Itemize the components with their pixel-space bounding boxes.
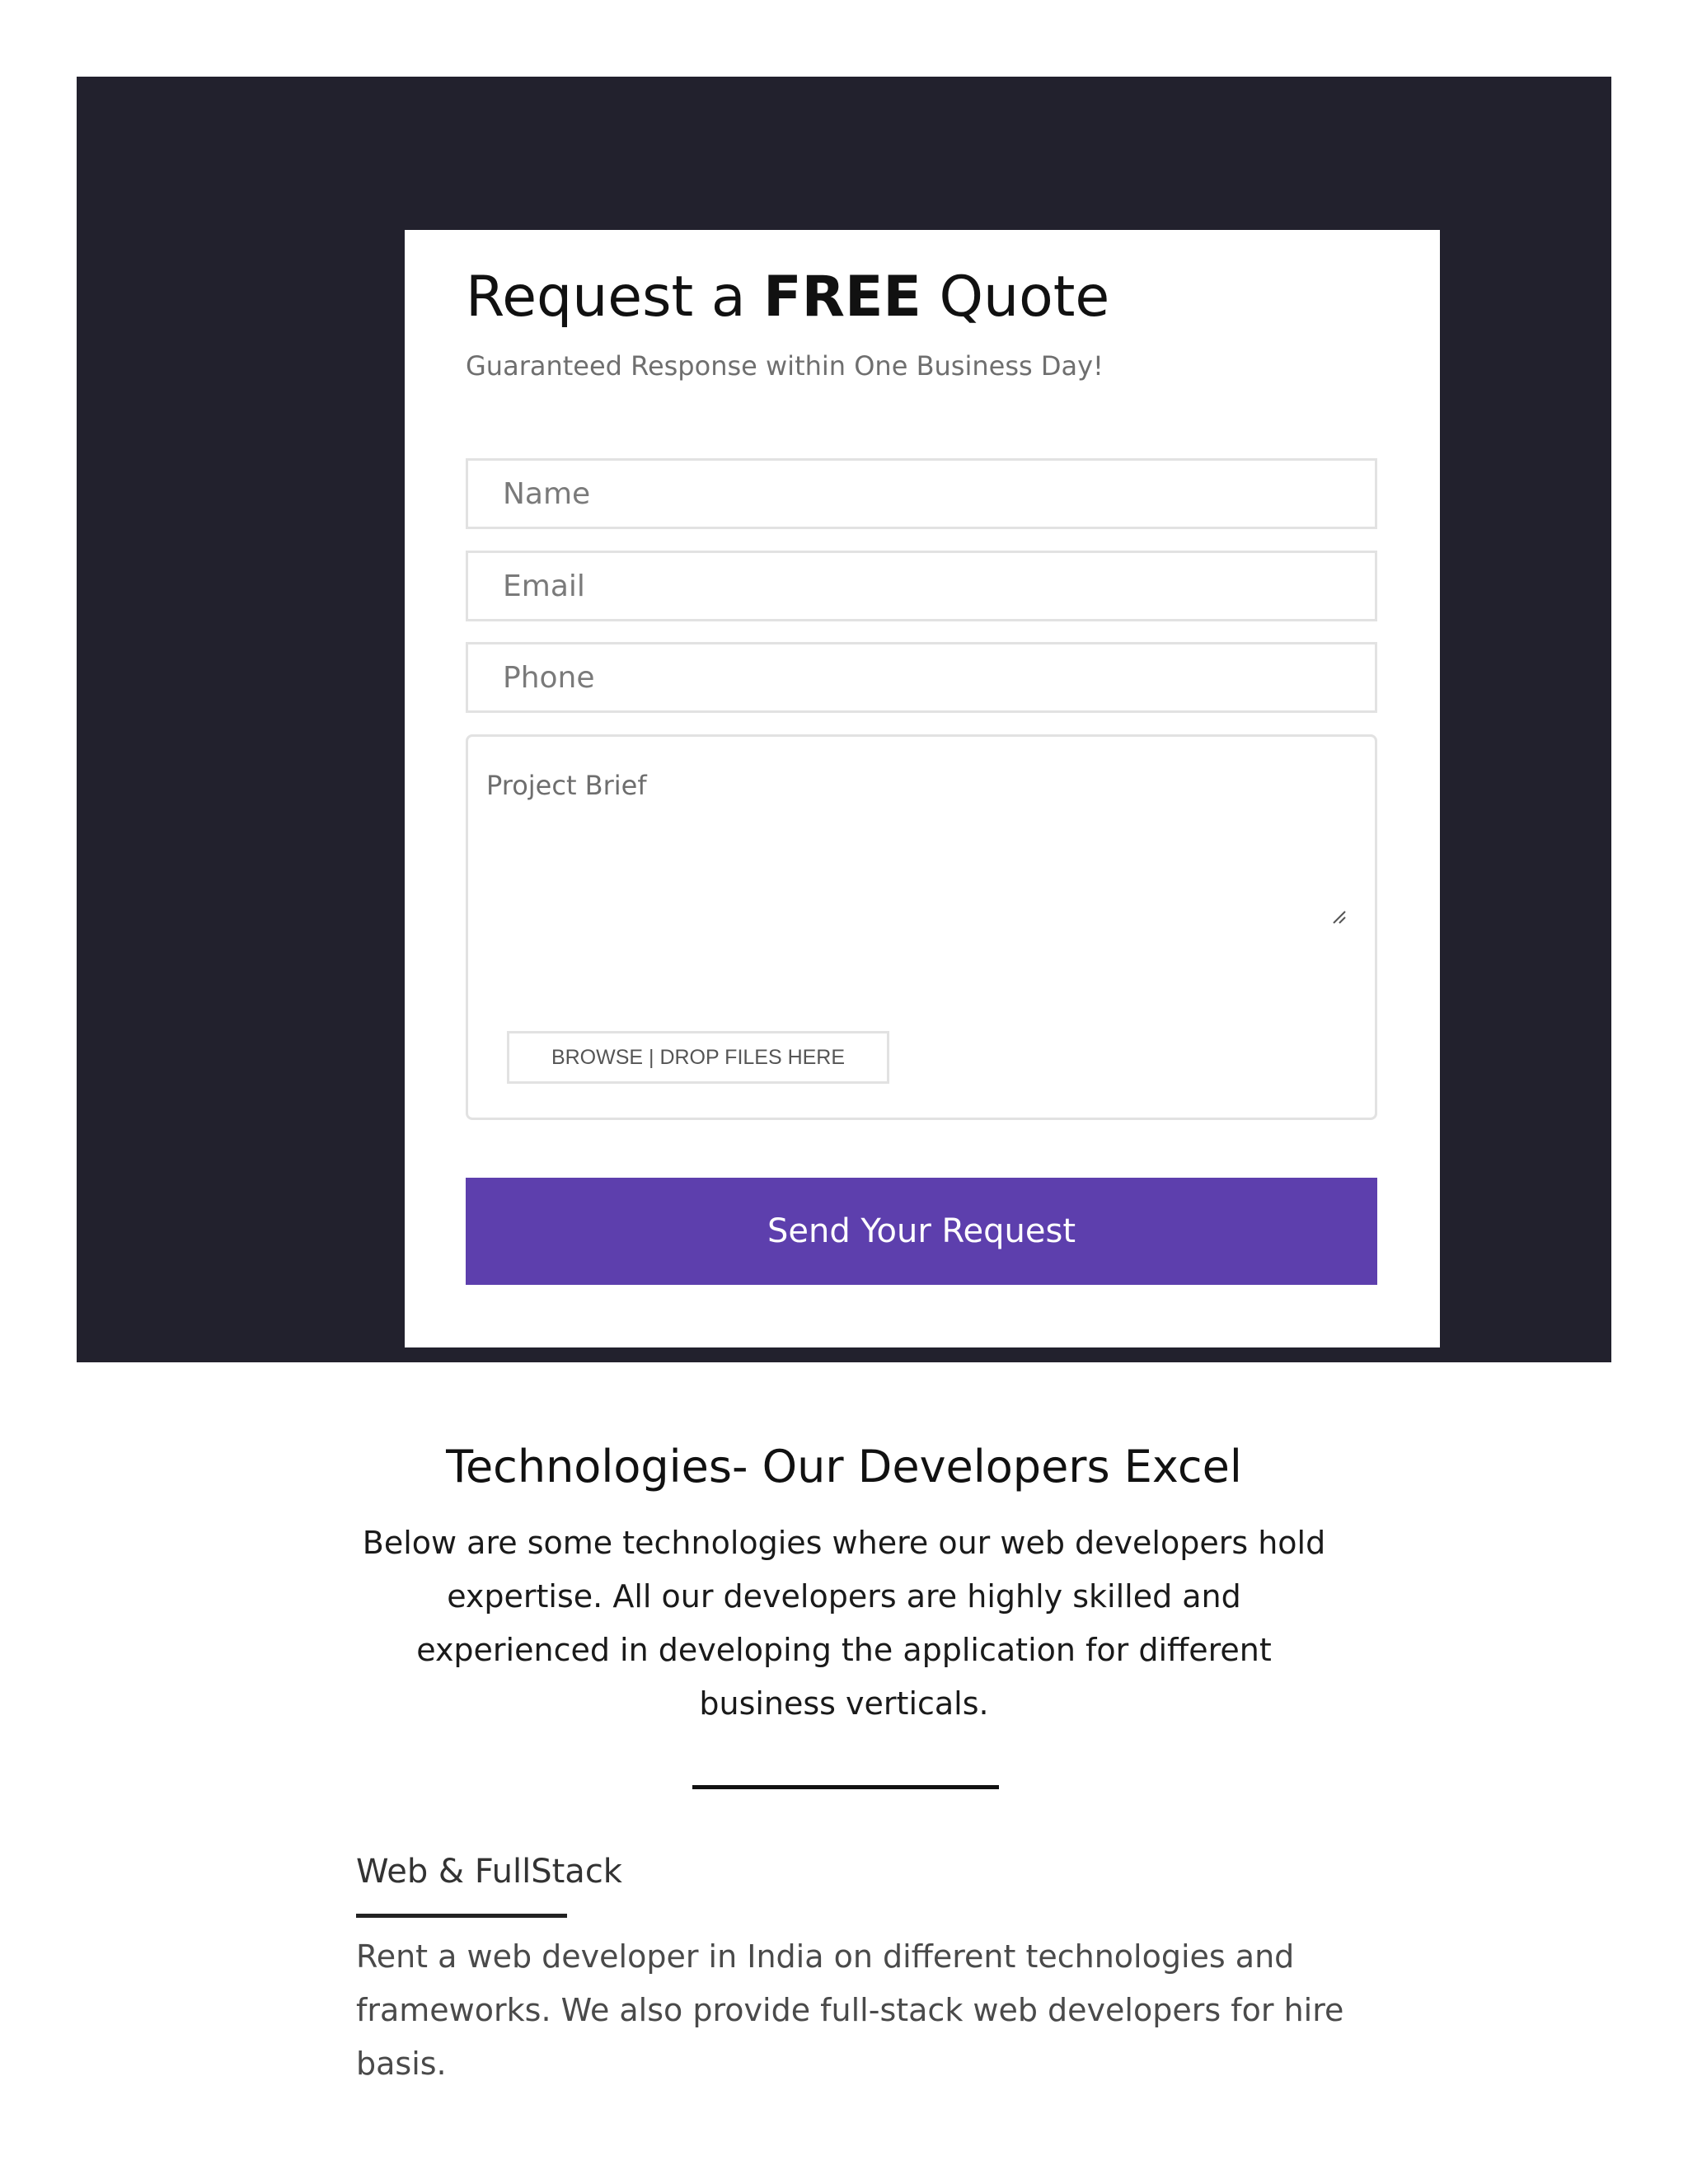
web-fullstack-description: Rent a web developer in India on different technologies and frameworks. We also provide full-stack web developers for hire basis. [356, 1938, 1344, 2082]
project-brief-box [466, 734, 1377, 1120]
quote-form-title [466, 265, 1110, 330]
quote-title-suffix: Quote [939, 265, 1110, 330]
resize-handle-icon[interactable] [1332, 910, 1347, 925]
quote-form-card [405, 230, 1440, 1347]
web-fullstack-heading: Web & FullStack [356, 1853, 622, 1891]
technologies-title: Technologies- Our Developers Excel [446, 1441, 1242, 1493]
quote-title-prefix: Request a [466, 265, 746, 330]
technologies-description: Below are some technologies where our web developers hold expertise. All our developers are highly skilled and experienced in developing the application for different business verticals. [362, 1525, 1326, 1722]
section-divider [692, 1785, 999, 1789]
quote-hero-section [77, 77, 1611, 1362]
send-request-button[interactable]: Send Your Request [466, 1178, 1377, 1285]
file-upload-button[interactable]: BROWSE | DROP FILES HERE [507, 1031, 889, 1084]
quote-form-subtitle: Guaranteed Response within One Business Day! [466, 350, 1104, 382]
phone-input[interactable] [466, 642, 1377, 713]
email-input[interactable] [466, 551, 1377, 621]
web-fullstack-underline [356, 1914, 567, 1918]
project-brief-textarea[interactable] [486, 753, 1360, 926]
quote-title-emphasis: FREE [763, 265, 921, 330]
name-input[interactable] [466, 458, 1377, 529]
